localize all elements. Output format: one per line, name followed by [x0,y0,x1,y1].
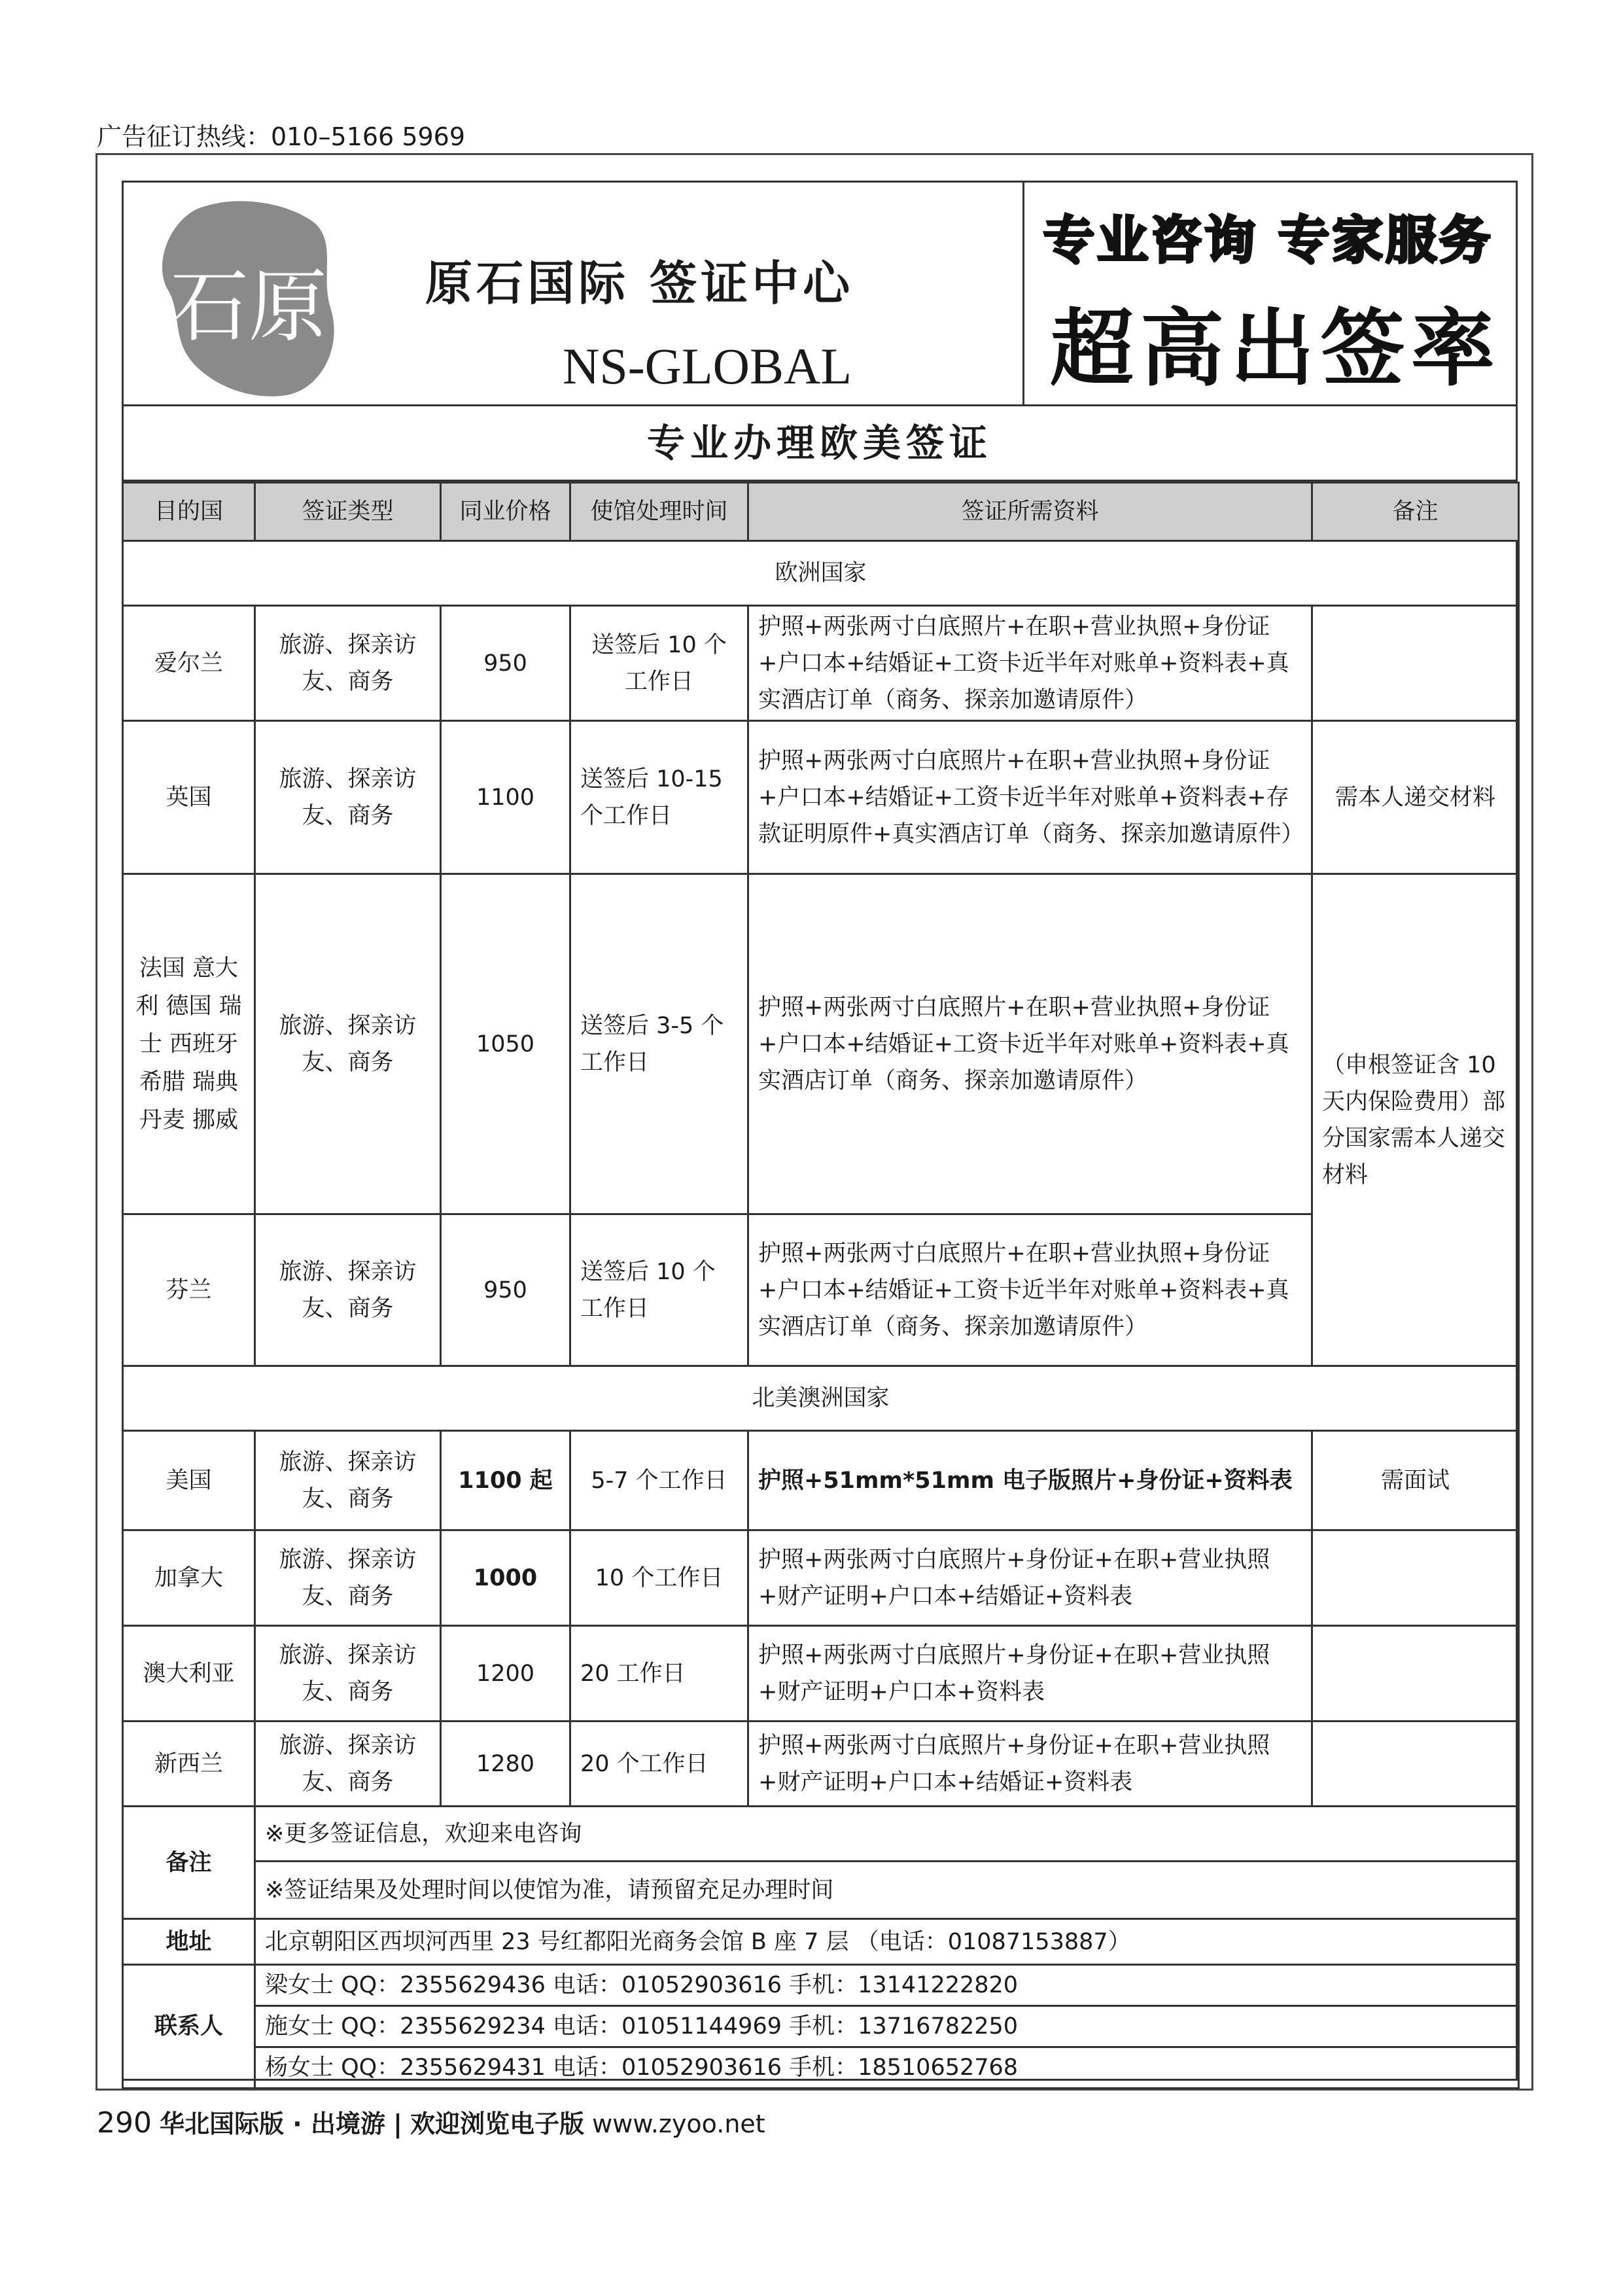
remarks-cell [1312,606,1519,721]
table-row [123,1722,1519,1807]
documents-cell: 护照+两张两寸白底照片+在职+营业执照+身份证+户口本+结婚证+工资卡近半年对账单+资料表+真实酒店订单（商务、探亲加邀请原件） [748,874,1312,1214]
address-label: 地址 [123,1919,255,1965]
table-row [123,721,1519,874]
time-cell: 20 工作日 [570,1626,748,1722]
remarks-cell: 需本人递交材料 [1312,721,1519,874]
country-cell: 新西兰 [123,1722,255,1807]
country-cell: 法国 意大利 德国 瑞士 西班牙 希腊 瑞典 丹麦 挪威 [123,874,255,1214]
time-cell: 10 个工作日 [570,1530,748,1626]
price-cell: 1100 起 [441,1431,570,1530]
slogan-professional-service: 专业咨询 专家服务 [1043,211,1493,270]
svg-text:石原: 石原 [170,262,327,353]
country-cell: 爱尔兰 [123,606,255,721]
col-documents: 签证所需资料 [748,483,1312,541]
price-cell: 1200 [441,1626,570,1722]
documents-cell: 护照+两张两寸白底照片+身份证+在职+营业执照+财产证明+户口本+结婚证+资料表 [748,1722,1312,1807]
visa-type-cell: 旅游、探亲访友、商务 [255,1530,441,1626]
country-cell: 美国 [123,1431,255,1530]
price-cell: 1050 [441,874,570,1214]
remarks-cell: （申根签证含 10 天内保险费用）部分国家需本人递交材料 [1312,874,1519,1366]
section-europe: 欧洲国家 [123,541,1519,606]
contact-row [123,2006,1519,2047]
visa-type-cell: 旅游、探亲访友、商务 [255,1626,441,1722]
header-divider [1022,181,1024,406]
note-item: ※更多签证信息，欢迎来电咨询 [255,1807,1519,1862]
page-footer [97,2104,765,2140]
documents-cell: 护照+两张两寸白底照片+身份证+在职+营业执照+财产证明+户口本+结婚证+资料表 [748,1530,1312,1626]
notes-row [123,1862,1519,1919]
price-cell: 950 [441,1214,570,1366]
page-number: 290 [97,2106,152,2140]
section-north-america-oceania: 北美澳洲国家 [123,1366,1519,1431]
visa-type-cell: 旅游、探亲访友、商务 [255,721,441,874]
notes-label: 备注 [123,1807,255,1919]
contact-item: 施女士 QQ：2355629234 电话：01051144969 手机：13716782250 [255,2006,1519,2047]
documents-cell: 护照+两张两寸白底照片+在职+营业执照+身份证+户口本+结婚证+工资卡近半年对账单+资料表+存款证明原件+真实酒店订单（商务、探亲加邀请原件） [748,721,1312,874]
table-row [123,1214,1519,1366]
visa-type-cell: 旅游、探亲访友、商务 [255,1431,441,1530]
address-row [123,1919,1519,1965]
table-row [123,1530,1519,1626]
time-cell: 送签后 10-15 个工作日 [570,721,748,874]
documents-cell: 护照+两张两寸白底照片+在职+营业执照+身份证+户口本+结婚证+工资卡近半年对账单+资料表+真实酒店订单（商务、探亲加邀请原件） [748,1214,1312,1366]
publication-name: 华北国际版 · 出境游 [160,2110,385,2138]
visa-type-cell: 旅游、探亲访友、商务 [255,606,441,721]
visa-price-table [122,482,1520,2089]
col-destination: 目的国 [123,483,255,541]
address-text: 北京朝阳区西坝河西里 23 号红都阳光商务会馆 B 座 7 层 （电话：01087153887） [255,1919,1519,1965]
ns-global-logo [157,196,340,406]
contact-item: 杨女士 QQ：2355629431 电话：01052903616 手机：18510652768 [255,2047,1519,2089]
remarks-cell [1312,1722,1519,1807]
documents-cell: 护照+两张两寸白底照片+在职+营业执照+身份证+户口本+结婚证+工资卡近半年对账单+资料表+真实酒店订单（商务、探亲加邀请原件） [748,606,1312,721]
note-item: ※签证结果及处理时间以使馆为准，请预留充足办理时间 [255,1862,1519,1919]
visa-type-cell: 旅游、探亲访友、商务 [255,1214,441,1366]
contact-row [123,2047,1519,2089]
table-row [123,1431,1519,1530]
remarks-cell: 需面试 [1312,1431,1519,1530]
time-cell: 送签后 3-5 个工作日 [570,874,748,1214]
col-visa-type: 签证类型 [255,483,441,541]
time-cell: 20 个工作日 [570,1722,748,1807]
country-cell: 加拿大 [123,1530,255,1626]
remarks-cell [1312,1626,1519,1722]
contact-item: 梁女士 QQ：2355629436 电话：01052903616 手机：13141222820 [255,1965,1519,2006]
documents-cell: 护照+两张两寸白底照片+身份证+在职+营业执照+财产证明+户口本+资料表 [748,1626,1312,1722]
section-europe-row [123,541,1519,606]
col-remarks: 备注 [1312,483,1519,541]
price-cell: 1100 [441,721,570,874]
visa-type-cell: 旅游、探亲访友、商务 [255,1722,441,1807]
section-north-america-row [123,1366,1519,1431]
col-price: 同业价格 [441,483,570,541]
country-cell: 澳大利亚 [123,1626,255,1722]
time-cell: 送签后 10 个工作日 [570,1214,748,1366]
price-cell: 1000 [441,1530,570,1626]
brand-chinese-name: 原石国际 签证中心 [425,255,854,311]
visa-type-cell: 旅游、探亲访友、商务 [255,874,441,1214]
footer-tagline: 欢迎浏览电子版 [410,2110,585,2138]
time-cell: 送签后 10 个工作日 [570,606,748,721]
col-processing-time: 使馆处理时间 [570,483,748,541]
slogan-high-approval: 超高出签率 [1050,300,1502,398]
table-row [123,874,1519,1214]
country-cell: 英国 [123,721,255,874]
brand-english-name: NS-GLOBAL [563,338,852,395]
table-header-row [123,483,1519,541]
country-cell: 芬兰 [123,1214,255,1366]
price-cell: 950 [441,606,570,721]
notes-row [123,1807,1519,1862]
ad-subtitle: 专业办理欧美签证 [122,406,1518,482]
price-cell: 1280 [441,1722,570,1807]
footer-separator: | [393,2110,402,2138]
remarks-cell [1312,1530,1519,1626]
contact-label: 联系人 [123,1965,255,2089]
documents-cell: 护照+51mm*51mm 电子版照片+身份证+资料表 [748,1431,1312,1530]
time-cell: 5-7 个工作日 [570,1431,748,1530]
contact-row [123,1965,1519,2006]
ad-hotline: 广告征订热线：010–5166 5969 [97,122,466,151]
table-row [123,606,1519,721]
table-row [123,1626,1519,1722]
footer-url[interactable]: www.zyoo.net [592,2110,765,2138]
